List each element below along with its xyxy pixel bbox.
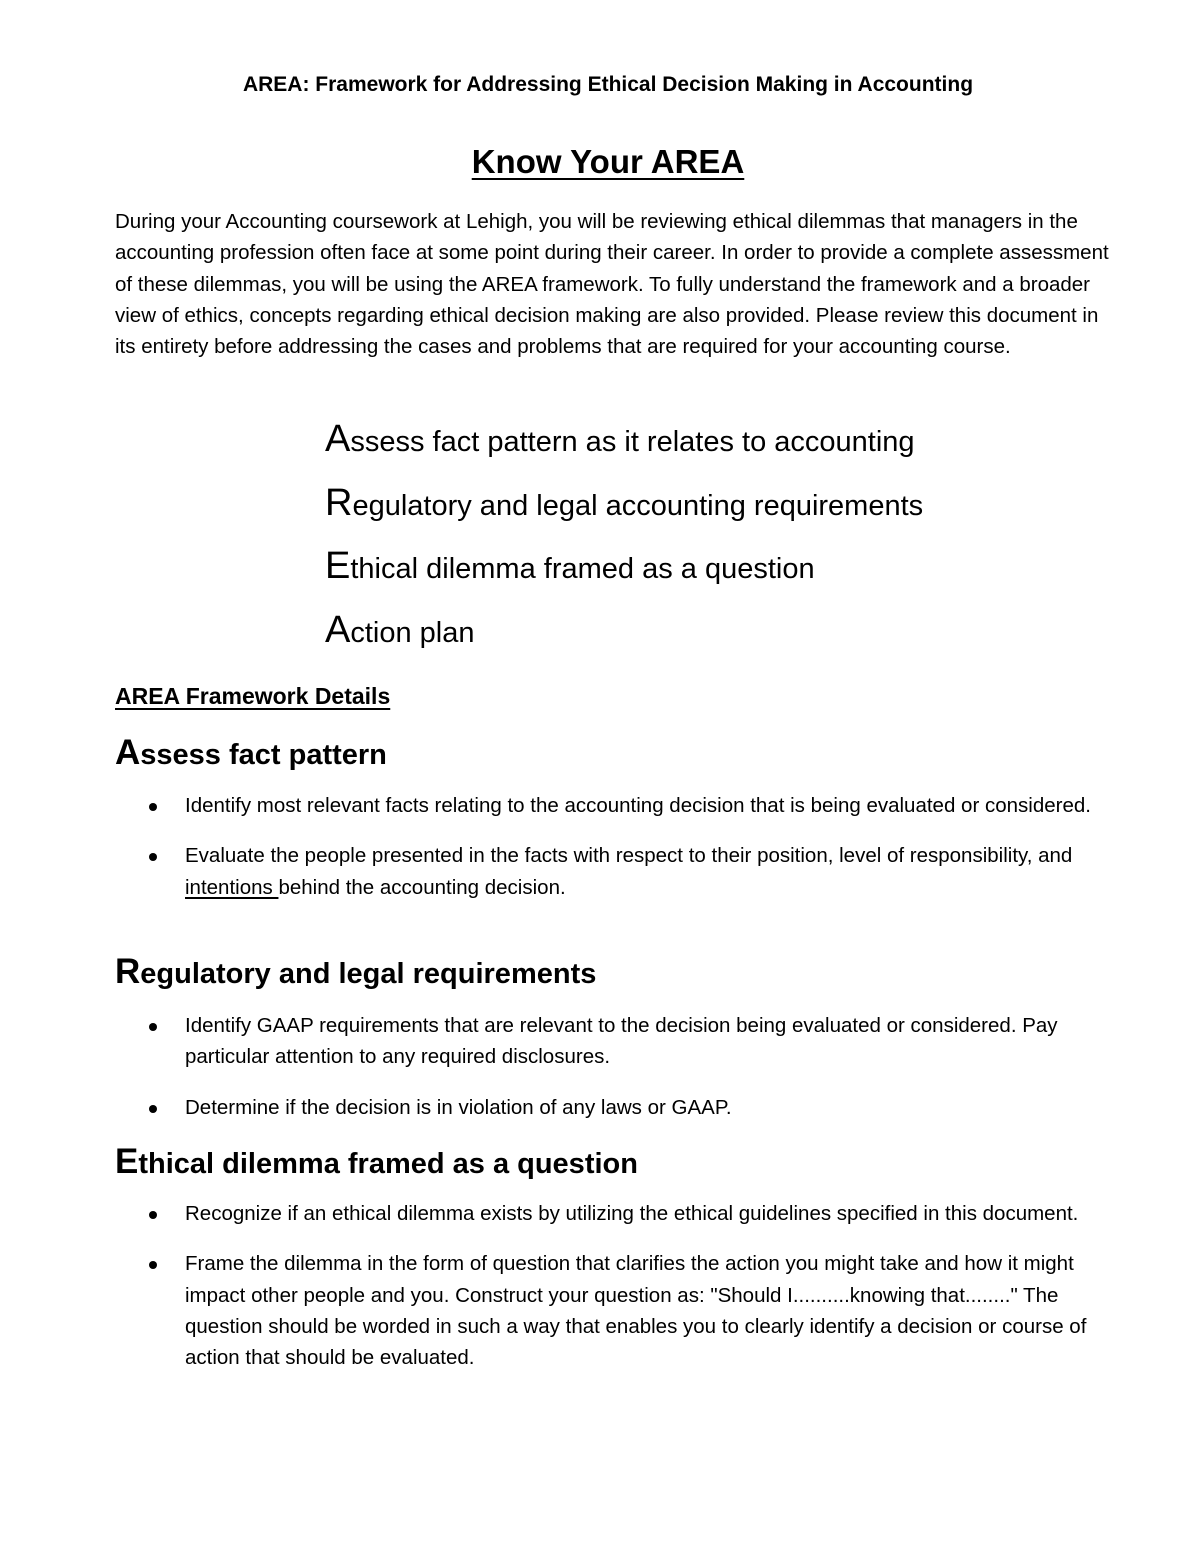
acronym-initial: A [325, 608, 351, 651]
document-title: AREA: Framework for Addressing Ethical Decision Making in Accounting [242, 73, 974, 96]
bullet-icon [149, 803, 157, 811]
acronym-item-ethical [325, 540, 923, 604]
framework-details-heading: AREA Framework Details [115, 683, 391, 709]
regulatory-bullet-list [147, 1010, 1107, 1142]
bullet-text-underlined: intentions [185, 875, 279, 899]
bullet-text-post: behind the accounting decision. [278, 875, 566, 899]
list-item [147, 1248, 1107, 1373]
list-item [147, 1092, 1107, 1123]
section-title-regulatory [115, 952, 596, 994]
list-item [147, 790, 1107, 821]
acronym-item-action [325, 604, 923, 668]
bullet-icon [149, 1105, 157, 1113]
bullet-text: Recognize if an ethical dilemma exists by utilizing the ethical guidelines specified in this document. [185, 1202, 1079, 1225]
assess-bullet-list [147, 790, 1107, 922]
section-title-assess [115, 733, 387, 775]
bullet-icon [149, 1261, 157, 1269]
section-initial: A [115, 733, 141, 772]
bullet-icon [149, 1211, 157, 1219]
section-title-text: ssess fact pattern [140, 739, 387, 771]
bullet-text: Frame the dilemma in the form of question that clarifies the action you might take and how it might impact other people and you. Construct your question as: "Should I..........knowing that........" The question should be worded in such a way that enables you to clearly identify a decision or course of action that should be evaluated. [185, 1252, 1087, 1370]
acronym-text: ssess fact pattern as it relates to accounting [350, 426, 915, 458]
ethical-bullet-list [147, 1198, 1107, 1392]
acronym-text: egulatory and legal accounting requirements [352, 489, 924, 522]
acronym-item-regulatory [325, 477, 923, 541]
bullet-text: Identify most relevant facts relating to the accounting decision that is being evaluated or considered. [185, 794, 1091, 817]
section-title-text: thical dilemma framed as a question [138, 1148, 638, 1180]
bullet-icon [149, 1023, 157, 1031]
list-item [147, 1010, 1107, 1073]
list-item [147, 840, 1107, 903]
intro-paragraph: During your Accounting coursework at Lehigh, you will be reviewing ethical dilemmas that managers in the accounting profession often face at some point during their career. In order to provide a complete assessment of these dilemmas, you will be using the AREA framework. To fully understand the framework and a broader view of ethics, concepts regarding ethical decision making are also provided. Please review this document in its entirety before addressing the cases and problems that are required for your accounting course. [115, 210, 1109, 359]
bullet-text: Identify GAAP requirements that are relevant to the decision being evaluated or considered. Pay particular attention to any required disclosures. [185, 1014, 1058, 1069]
acronym-text: thical dilemma framed as a question [350, 553, 815, 585]
section-title-ethical [115, 1142, 638, 1184]
acronym-initial: R [325, 481, 353, 524]
acronym-item-assess [325, 413, 923, 477]
bullet-text-pre: Evaluate the people presented in the facts with respect to their position, level of responsibility, and [185, 844, 1073, 868]
section-title-text: egulatory and legal requirements [140, 958, 597, 990]
acronym-initial: E [325, 545, 351, 587]
bullet-text: Determine if the decision is in violation of any laws or GAAP. [185, 1095, 732, 1119]
main-title: Know Your AREA [471, 143, 745, 180]
area-acronym-list [325, 413, 923, 667]
acronym-initial: A [325, 418, 351, 460]
section-initial: R [115, 952, 141, 991]
section-initial: E [115, 1142, 139, 1181]
list-item [147, 1198, 1107, 1229]
acronym-text: ction plan [350, 616, 475, 649]
bullet-icon [149, 853, 157, 861]
